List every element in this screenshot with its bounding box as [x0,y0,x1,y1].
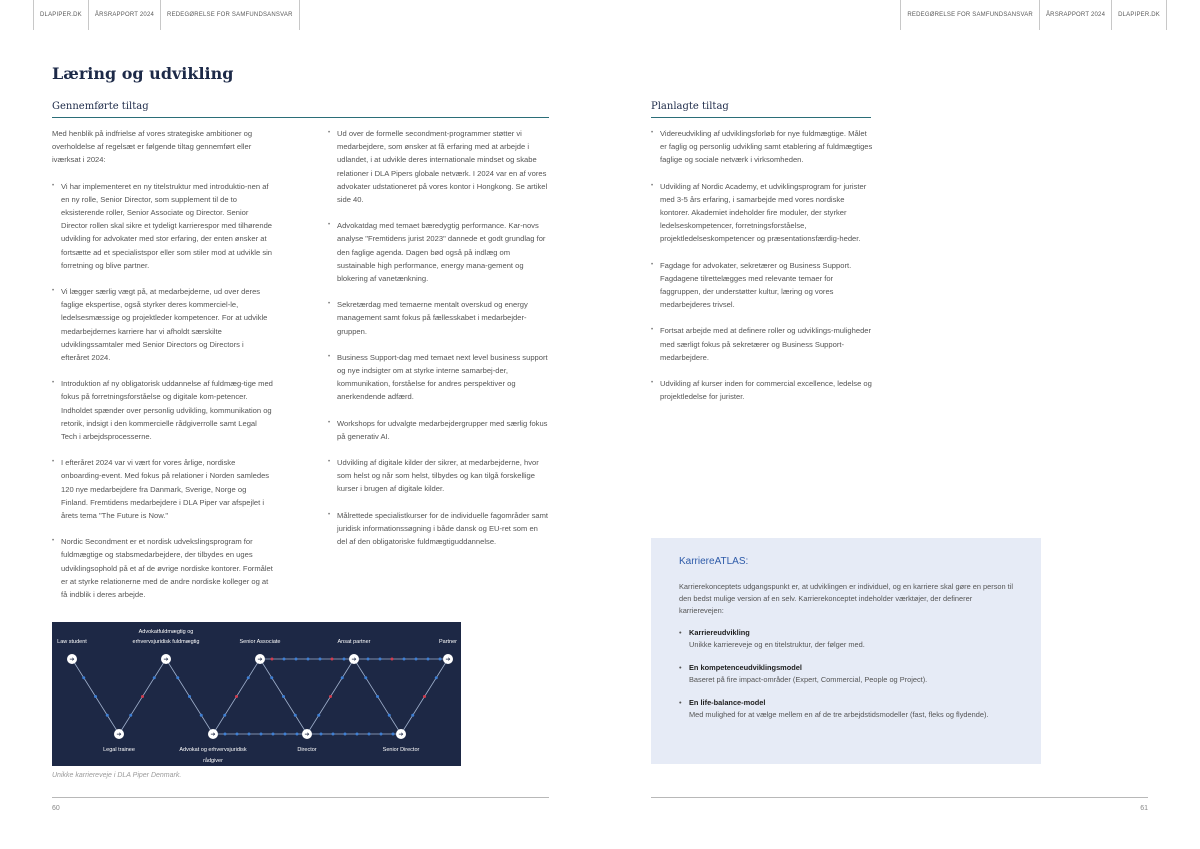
list-item: • Videreudvikling af udviklingsforløb for nye fuldmægtige. Målet er faglig og personlig udvikling samt etablering af fuldmægtiges faglige og sociale netværk i virksomheden. [651,127,873,167]
nav-link-home[interactable]: DLAPIPER.DK [33,0,89,30]
track-dot [331,658,334,661]
header-nav-right [900,0,1167,30]
page-title: Læring og udvikling [52,64,234,83]
list-item: • Fortsat arbejde med at definere roller og udviklings-muligheder med særligt fokus på sekretærer og Business Support-medarbejdere. [651,324,873,364]
path-dot [153,676,156,679]
atlas-item-text: Baseret på fire impact-områder (Expert, Commercial, People og Project). [689,675,928,684]
list-item: • Fagdage for advokater, sekretærer og Business Support. Fagdagene tilrettelægges med relevante temaer for faggruppen, der understøtter kultur, læring og vores medarbejderes trivsel. [651,259,873,312]
diagram-label-top: Advokatfuldmægtig og [138,629,194,635]
list-item: • Business Support-dag med temaet next level business support og nye indsigter om at styrke interne samarbej-der, kommunikation, forståelse for andres perspektiver og anerkendende adfærd. [328,351,550,404]
track-dot [343,658,346,661]
list-item: • Vi lægger særlig vægt på, at medarbejderne, ud over deres faglige ekspertise, også styrker deres kommerciel-le, ledelsesmæssige og projektleder kompetencer. For at udvikle medarbejdernes karriere har vi afholdt særskilte udviklingssamtaler med Senior Directors og Directors i efteråret 2024. [52,285,274,364]
completed-list-2 [328,127,550,548]
atlas-item-title: • Karriereudvikling [689,628,750,637]
career-path-diagram [52,622,461,766]
diagram-label-top: Law student [57,639,87,645]
completed-intro: Med henblik på indfrielse af vores strategiske ambitioner og overholdelse af regelsæt er følgende tiltag gennemført eller iværksat i 2024: [52,129,253,165]
atlas-item-title: • En life-balance-model [689,698,766,707]
career-path-svg [52,622,461,766]
planned-heading: Planlagte tiltag [651,101,871,118]
path-dot [188,695,191,698]
atlas-title: KarriereATLAS: [679,556,749,567]
list-item: • Sekretærdag med temaerne mentalt overskud og energy management samt fokus på fællesskabet i medarbejder-gruppen. [328,298,550,338]
path-dot [317,714,320,717]
path-dot [235,695,238,698]
track-dot [260,733,263,736]
page-number-right: 61 [1140,805,1148,812]
completed-column-2 [328,127,550,561]
list-item: • Introduktion af ny obligatorisk uddannelse af fuldmæg-tige med fokus på forretningsforståelse og digitale kom-petencer. Indholdet spænder over personlig udvikling, kommunikation og retorik, indsigt i den kommercielle rådgiverrolle samt Legal Tech i arbejdsprocesserne. [52,377,274,443]
track-dot [319,658,322,661]
diagram-label-bottom: Director [297,747,317,753]
track-dot [368,733,371,736]
track-dot [236,733,239,736]
path-dot [176,676,179,679]
diagram-caption: Unikke karriereveje i DLA Piper Denmark. [52,772,182,779]
nav-link-csr[interactable]: REDEGØRELSE FOR SAMFUNDSANSVAR [900,0,1039,30]
path-dot [376,695,379,698]
track-dot [320,733,323,736]
arrow-icon: ➔ [304,731,310,738]
track-dot [439,658,442,661]
completed-column-1 [52,127,274,614]
path-dot [200,714,203,717]
path-dot [364,676,367,679]
atlas-intro: Karrierekonceptets udgangspunkt er, at udviklingen er individuel, og en karriere skal gøre en person til den bedst mulige version af en selv. Karrierekonceptet indeholder værktøjer, der definerer karrierevejen: [679,582,1014,615]
footer-divider-right [651,797,1148,798]
path-dot [223,714,226,717]
track-dot [356,733,359,736]
atlas-item-text: Unikke karriereveje og en titelstruktur, der følger med. [689,640,865,649]
track-dot [380,733,383,736]
track-dot [283,658,286,661]
nav-link-csr[interactable]: REDEGØRELSE FOR SAMFUNDSANSVAR [161,0,300,30]
atlas-item-title: • En kompetenceudviklingsmodel [689,663,802,672]
arrow-icon: ➔ [163,656,169,663]
path-dot [411,714,414,717]
diagram-label-bottom: Advokat og erhvervsjuridisk [179,747,247,753]
karriere-atlas-box [651,538,1041,764]
track-dot [391,658,394,661]
nav-link-home[interactable]: DLAPIPER.DK [1111,0,1167,30]
path-dot [341,676,344,679]
arrow-icon: ➔ [69,656,75,663]
diagram-label-top: erhvervsjuridisk fuldmægtig [132,639,200,645]
track-dot [284,733,287,736]
list-item: • Målrettede specialistkurser for de individuelle fagområder samt juridisk informationssøgning i både dansk og EU-ret som en del af den obligatoriske fuldmægtiguddannelse. [328,509,550,549]
arrow-icon: ➔ [398,731,404,738]
atlas-list [679,627,1013,721]
atlas-item-text: Med mulighed for at vælge mellem en af de tre arbejdstidsmodeller (fast, fleks og flydende). [689,710,989,719]
diagram-label-bottom: rådgiver [203,758,223,764]
nav-link-annual-report[interactable]: ÅRSRAPPORT 2024 [89,0,161,30]
path-dot [247,676,250,679]
track-dot [248,733,251,736]
list-item: • I efteråret 2024 var vi vært for vores årlige, nordiske onboarding-event. Med fokus på relationer i Norden samledes 120 nye medarbejdere fra Danmark, Sverige, Norge og Finland. Fremtidens medarbejdere i DLA Piper var afspejlet i årets tema "The Future is Now." [52,456,274,522]
track-dot [271,658,274,661]
planned-column [651,127,873,416]
header-nav-left [33,0,300,30]
completed-heading: Gennemførte tiltag [52,101,549,118]
list-item: • Vi har implementeret en ny titelstruktur med introduktio-nen af en ny rolle, Senior Director, som supplement til de to eksisterende roller, Senior Associate og Director. Senior Director rollen skal sikre et tydeligt karrierespor med tilhørende udvikling for advokater med stor erfaring, der enten ønsker at fortsætte ad et specialistspor eller som stiler mod at udvikle sin forretning og blive partner. [52,180,274,272]
atlas-item [679,662,1013,686]
atlas-item [679,697,1013,721]
path-dot [94,695,97,698]
diagram-label-top: Ansat partner [337,639,371,645]
arrow-icon: ➔ [210,731,216,738]
diagram-label-top: Partner [438,639,458,645]
path-dot [423,695,426,698]
track-dot [427,658,430,661]
diagram-label-bottom: Legal trainee [103,747,135,753]
track-dot [415,658,418,661]
path-dot [82,676,85,679]
planned-list [651,127,873,403]
track-dot [272,733,275,736]
list-item: • Udvikling af digitale kilder der sikrer, at medarbejderne, hvor som helst og når som helst, tilbydes og kan tilgå forskellige kurser i brugen af digitale kilder. [328,456,550,496]
page-number-left: 60 [52,805,60,812]
completed-list-1 [52,180,274,602]
track-dot [307,658,310,661]
track-dot [344,733,347,736]
track-dot [403,658,406,661]
track-dot [224,733,227,736]
path-dot [129,714,132,717]
atlas-item [679,627,1013,651]
track-dot [332,733,335,736]
arrow-icon: ➔ [257,656,263,663]
list-item: • Udvikling af Nordic Academy, et udviklingsprogram for jurister med 3-5 års erfaring, i samarbejde med vores nordiske kontorer. Akademiet indeholder fire moduler, der styrker ledelseskompetencer, forretningsforståelse, projektledelseskompetencer og præsentationsfærdig-heder. [651,180,873,246]
path-dot [294,714,297,717]
list-item: • Nordic Secondment er et nordisk udvekslingsprogram for fuldmægtige og stabsmedarbejdere, der tilbydes en uges udviklingsophold på et af de øvrige nordiske kontorer. Formålet er at styrke relationerne med de andre nordiske kolleger og at få indblik i deres arbejde. [52,535,274,601]
list-item: • Ud over de formelle secondment-programmer støtter vi medarbejdere, som ønsker at få erfaring med at arbejde i udlandet, i at udvikle deres internationale mindset og skabe relationer i DLA Pipers globale netværk. I 2024 var en af vores advokater udstationeret på vores kontor i Hongkong. Se artikel side 40. [328,127,550,206]
track-dot [296,733,299,736]
arrow-icon: ➔ [116,731,122,738]
list-item: • Advokatdag med temaet bæredygtig performance. Kar-novs analyse "Fremtidens jurist 2023" dannede et godt grundlag for den faglige agenda. Dagen bød også på indlæg om sustainable high performance, energy mana-gement og blokering af vanetænkning. [328,219,550,285]
path-dot [270,676,273,679]
path-dot [106,714,109,717]
diagram-label-top: Senior Associate [239,639,281,645]
list-item: • Workshops for udvalgte medarbejdergrupper med særlig fokus på generativ AI. [328,417,550,443]
arrow-icon: ➔ [351,656,357,663]
path-dot [329,695,332,698]
path-dot [435,676,438,679]
track-dot [392,733,395,736]
nav-link-annual-report[interactable]: ÅRSRAPPORT 2024 [1039,0,1111,30]
path-dot [388,714,391,717]
path-dot [282,695,285,698]
track-dot [295,658,298,661]
list-item: • Udvikling af kurser inden for commercial excellence, ledelse og projektledelse for jurister. [651,377,873,403]
path-dot [141,695,144,698]
footer-divider-left [52,797,549,798]
track-dot [367,658,370,661]
diagram-label-bottom: Senior Director [382,747,420,753]
arrow-icon: ➔ [445,656,451,663]
track-dot [379,658,382,661]
